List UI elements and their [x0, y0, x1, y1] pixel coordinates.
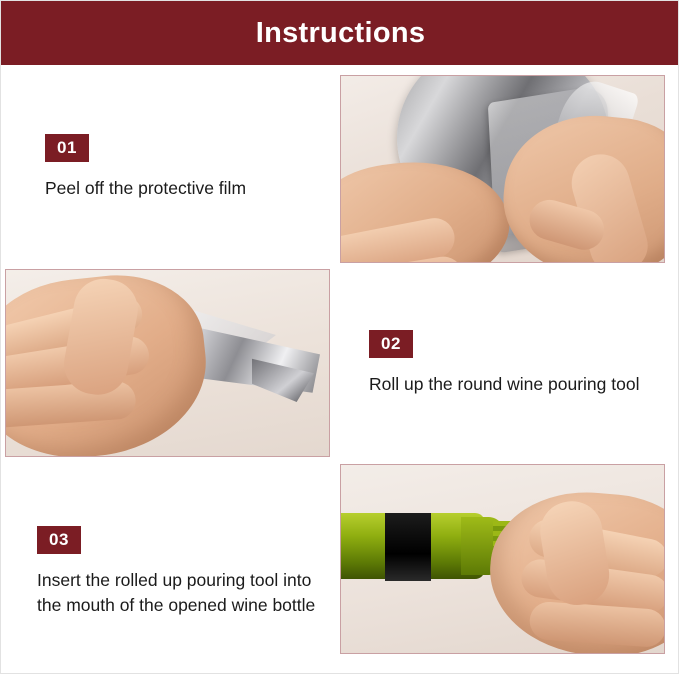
step-2-illustration: [6, 270, 329, 456]
step-1-illustration: [341, 76, 664, 262]
step-3-photo: [340, 464, 665, 654]
step-1-photo: [340, 75, 665, 263]
thumb-shape: [59, 274, 142, 399]
step-3-number: 03: [37, 526, 81, 554]
step-2-number: 02: [369, 330, 413, 358]
step-2-photo: [5, 269, 330, 457]
step-1-number: 01: [45, 134, 89, 162]
step-1-text: Peel off the protective film: [45, 178, 247, 198]
finger-shape: [528, 601, 665, 648]
finger-shape: [340, 215, 458, 263]
bottle-label-shape: [385, 513, 431, 581]
page-title: Instructions: [255, 16, 426, 49]
step-2-block: [369, 330, 659, 397]
step-1-block: [45, 134, 320, 201]
step-3-block: [37, 526, 332, 618]
step-3-illustration: [341, 465, 664, 653]
step-2-text: Roll up the round wine pouring tool: [369, 374, 640, 394]
step-3-text: Insert the rolled up pouring tool into the mouth of the opened wine bottle: [37, 570, 316, 615]
header-banner: [1, 1, 679, 65]
